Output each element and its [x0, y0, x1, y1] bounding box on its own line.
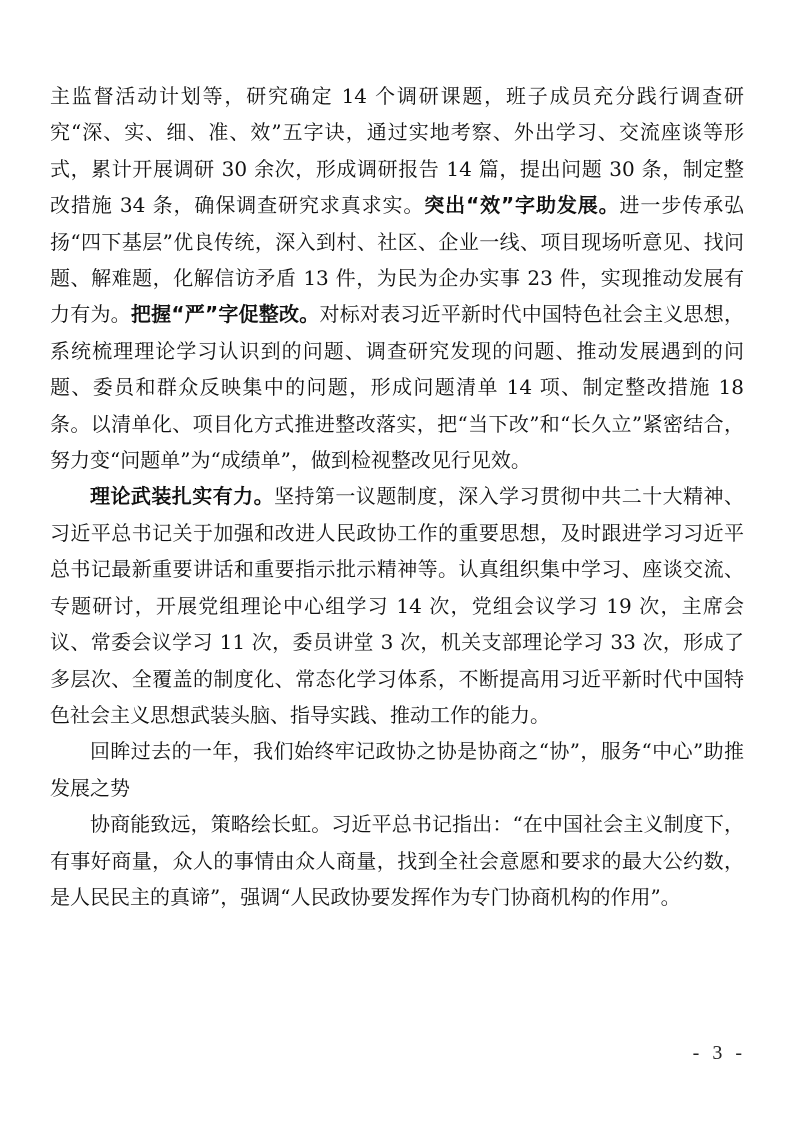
- paragraph-3: 回眸过去的一年，我们始终牢记政协之协是协商之“协”，服务“中心”助推发展之势: [50, 739, 744, 800]
- paragraph-text: 对标对表习近平新时代中国特色社会主义思想，系统梳理理论学习认识到的问题、调查研究发现的问题、推动发展遇到的问题、委员和群众反映集中的问题，形成问题清单 14 项、制定整改措施 18 条。以清单化、项目化方式推进整改落实，把“当下改”和“长久立”紧密结合，努力变“问题单”为“成绩单”，做到检视整改见行见效。: [50, 302, 744, 473]
- bold-heading-effect: 突出“效”字助发展。: [424, 193, 620, 218]
- document-body: [50, 78, 744, 915]
- paragraph-2: [50, 478, 744, 733]
- paragraph-text: 进一步传承弘扬“四下基层”优良传统，深入到村、社区、企业一线、项目现场听意见、找问题、解难题，化解信访矛盾 13 件，为民为企办实事 23 件，实现推动发展有力有为。: [50, 193, 745, 327]
- bold-heading-strict: 把握“严”字促整改。: [130, 302, 320, 327]
- paragraph-1: [50, 78, 744, 478]
- bold-heading-theory: 理论武装扎实有力。: [90, 484, 275, 509]
- page-number: - 3 -: [692, 1042, 746, 1064]
- paragraph-text: 主监督活动计划等，研究确定 14 个调研课题，班子成员充分践行调查研究“深、实、细、准、效”五字诀，通过实地考察、外出学习、交流座谈等形式，累计开展调研 30 余次，形成调研报告 14 篇，提出问题 30 条，制定整改措施 34 条，确保调查研究求真求实。: [50, 84, 744, 218]
- paragraph-4: 协商能致远，策略绘长虹。习近平总书记指出：“在中国社会主义制度下，有事好商量，众人的事情由众人商量，找到全社会意愿和要求的最大公约数，是人民民主的真谛”，强调“人民政协要发挥作为专门协商机构的作用”。: [50, 812, 744, 909]
- paragraph-text: 坚持第一议题制度，深入学习贯彻中共二十大精神、习近平总书记关于加强和改进人民政协工作的重要思想，及时跟进学习习近平总书记最新重要讲话和重要指示批示精神等。认真组织集中学习、座谈交流、专题研讨，开展党组理论中心组学习 14 次，党组会议学习 19 次，主席会议、常委会议学习 11 次，委员讲堂 3 次，机关支部理论学习 33 次，形成了多层次、全覆盖的制度化、常态化学习体系，不断提高用习近平新时代中国特色社会主义思想武装头脑、指导实践、推动工作的能力。: [50, 484, 745, 727]
